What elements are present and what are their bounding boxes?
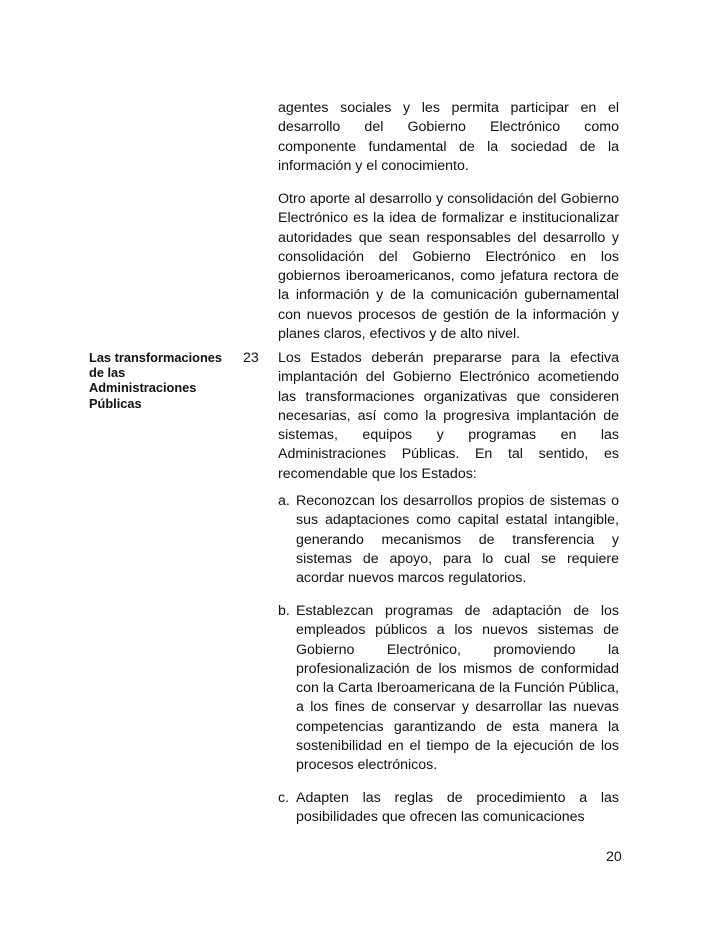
- list-item: [278, 789, 619, 828]
- page-number: 20: [606, 849, 622, 865]
- list-item-text: Reconozcan los desarrollos propios de sistemas o sus adaptaciones como capital estatal intangible, generando mecanismos de transferencia y sistemas de apoyo, para lo cual se requiere acordar nuevos marcos regulatorios.: [296, 493, 619, 587]
- list-item: [278, 602, 619, 776]
- list-item-text: Establezcan programas de adaptación de los empleados públicos a los nuevos sistemas de Gobierno Electrónico, promoviendo la profesionalización de los mismos de conformidad con la Carta Iberoamericana de la Función Pública, a los fines de conservar y desarrollar las nuevas competencias garantizando de esta manera la sostenibilidad en el tiempo de la ejecución de los procesos electrónicos.: [296, 603, 619, 774]
- list-marker: c.: [278, 790, 290, 806]
- paragraph-number: 23: [243, 350, 259, 366]
- section-heading: Las transformaciones de las Administraciones Públicas: [89, 350, 222, 411]
- list-marker: b.: [278, 603, 290, 619]
- section-intro-paragraph: Los Estados deberán prepararse para la efectiva implantación del Gobierno Electrónico acometiendo las transformaciones organizativas que consideren necesarias, así como la progresiva implantación de sistemas, equipos y programas en las Administraciones Públicas. En tal sentido, es recomendable que los Estados:: [278, 350, 619, 482]
- paragraph-government-authorities: Otro aporte al desarrollo y consolidación del Gobierno Electrónico es la idea de formalizar e institucionalizar autoridades que sean responsables del desarrollo y consolidación del Gobierno Electrónico en los gobiernos iberoamericanos, como jefatura rectora de la información y de la comunicación gubernamental con nuevos procesos de gestión de la información y planes claros, efectivos y de alto nivel.: [278, 191, 619, 343]
- continued-paragraph: agentes sociales y les permita participar en el desarrollo del Gobierno Electrónico como componente fundamental de la sociedad de la información y el conocimiento.: [278, 100, 619, 174]
- list-marker: a.: [278, 493, 290, 509]
- list-item: [278, 492, 619, 588]
- list-item-text: Adapten las reglas de procedimiento a las posibilidades que ofrecen las comunicaciones: [296, 790, 619, 826]
